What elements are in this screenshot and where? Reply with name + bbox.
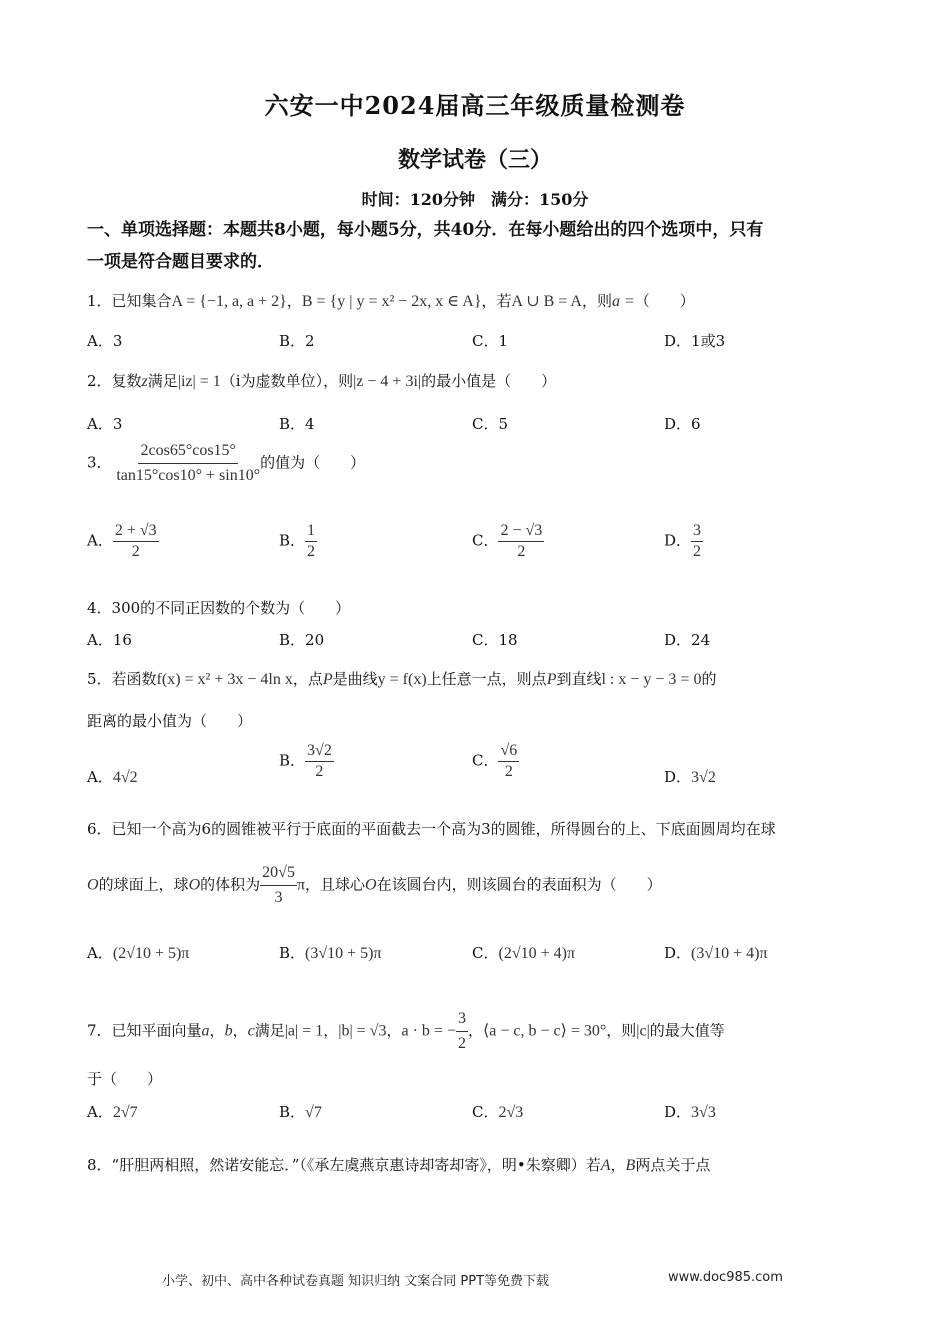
q6-option-d (664, 942, 768, 963)
question-2 (87, 370, 556, 393)
q5-line2: 距离的最小值为（ ） (87, 712, 253, 730)
q1-set-a: A = {−1, a, a + 2} (171, 293, 287, 310)
q3-number: 3． (87, 453, 112, 472)
q3-fraction (116, 440, 260, 487)
q7-text: 7．已知平面向量 (87, 1021, 202, 1040)
q2-condition: |iz| = 1 (177, 373, 221, 390)
q4-option-a: A．16 (87, 631, 132, 649)
q2-option-a: A．3 (87, 415, 123, 433)
q7-text-4: 的最大值等 (649, 1021, 725, 1040)
q5-option-b (279, 742, 334, 781)
q6-text-3: ，且球心 (305, 875, 366, 894)
option-fraction (691, 522, 703, 561)
q2-z: z (141, 373, 148, 390)
option-value: (3√10 + 4)π (691, 945, 768, 962)
q5-text-2: ，点 (292, 670, 323, 688)
q6-option-a (87, 942, 189, 963)
q7-vector-a: a (201, 1022, 210, 1040)
q5-text-3: 是曲线 (332, 670, 378, 688)
q6-option-b (279, 942, 382, 963)
option-denominator: 2 (504, 763, 513, 780)
q8-sep: ， (610, 1156, 626, 1174)
q7-dot-denominator: 2 (457, 1035, 466, 1052)
q3-text: 的值为（ ） (260, 453, 366, 472)
q7-norm-c: |c| (636, 1022, 650, 1040)
q1-set-b: B = {y | y = x² − 2x, x ∈ A} (301, 293, 482, 310)
option-label: A． (87, 944, 113, 962)
option-label: C． (472, 1103, 499, 1121)
q4-option-d: D．24 (664, 631, 711, 649)
option-denominator: 2 (307, 543, 316, 560)
q1-option-a: A．3 (87, 332, 123, 350)
q6-option-c (472, 942, 575, 963)
option-value: √7 (305, 1104, 322, 1121)
option-label: D． (664, 531, 692, 550)
q7-line2: 于（ ） (87, 1070, 163, 1088)
q7-vector-b: b (224, 1022, 233, 1040)
q5-option-c (472, 742, 519, 781)
section-heading-line1: 一、单项选择题：本题共8小题，每小题5分，共40分．在每小题给出的四个选项中，只有 (87, 220, 764, 240)
option-denominator: 2 (517, 543, 526, 560)
q3-option-a (87, 522, 159, 561)
q5-point: P (322, 671, 333, 688)
q6-sphere-o-3: O (365, 876, 377, 894)
q7-option-d (664, 1101, 716, 1122)
q5-text-4: 上任意一点，则点 (426, 670, 547, 688)
option-value: 4√2 (112, 769, 138, 786)
question-8 (87, 1154, 710, 1177)
q6-sphere-o-2: O (188, 876, 201, 894)
option-fraction (305, 522, 317, 561)
q8-point-b: B (625, 1157, 636, 1174)
option-numerator: 1 (305, 522, 317, 542)
option-fraction (498, 742, 519, 781)
footer-url[interactable]: www.doc985.com (668, 1270, 783, 1285)
option-value: 2√7 (112, 1104, 138, 1121)
q1-sep: ， (286, 292, 302, 310)
q5-function: f(x) = x² + 3x − 4ln x (156, 671, 293, 688)
option-label: D． (664, 768, 692, 786)
q5-option-d (664, 766, 716, 787)
q7-sep: ， (209, 1021, 225, 1040)
q5-text: 5．若函数 (87, 670, 157, 688)
q5-curve: y = f(x) (377, 671, 427, 688)
question-1 (87, 290, 695, 313)
option-value: 3√2 (691, 769, 716, 786)
option-label: D． (664, 1103, 692, 1121)
q8-text: 8．“肝胆两相照，然诺安能忘．”（《承左虞燕京惠诗却寄却寄》，明•朱察卿）若 (87, 1156, 601, 1174)
q2-option-d: D．6 (664, 415, 701, 433)
q6-volume-numerator: 20√5 (260, 862, 297, 886)
q8-point-a: A (600, 1157, 611, 1174)
q5-text-5: 到直线 (556, 670, 602, 688)
q7-text-3: ，则 (606, 1021, 637, 1040)
q5-line: l : x − y − 3 = 0 (601, 671, 702, 688)
option-label: B． (279, 751, 306, 770)
q1-option-d: D．1或3 (664, 332, 726, 350)
option-label: A． (87, 768, 113, 786)
q2-expression: |z − 4 + 3i| (353, 373, 422, 390)
q7-sep-4: ， (386, 1021, 402, 1040)
option-denominator: 2 (693, 543, 702, 560)
question-4: 4．300的不同正因数的个数为（ ） (87, 599, 351, 617)
option-label: D． (664, 944, 692, 962)
exam-title: 六安一中2024届高三年级质量检测卷 (264, 91, 686, 120)
q7-sep-5: ， (467, 1021, 483, 1040)
time-score-line: 时间：120分钟 满分：150分 (361, 190, 589, 209)
q1-text-3: ，则 (581, 292, 612, 310)
option-fraction (113, 522, 159, 561)
q1-unknown: a = (611, 293, 635, 310)
option-fraction (498, 522, 544, 561)
q7-dot-numerator: 3 (456, 1008, 468, 1032)
q2-text-4: 的最小值是（ ） (421, 372, 557, 390)
option-value: (3√10 + 5)π (305, 945, 382, 962)
q4-option-c: C．18 (472, 631, 518, 649)
q6-text-4: 在该圆台内，则该圆台的表面积为（ ） (376, 875, 662, 894)
q1-blank: （ ） (634, 292, 695, 310)
q8-text-2: 两点关于点 (635, 1156, 711, 1174)
section-heading-line2: 一项是符合题目要求的． (87, 252, 274, 272)
q3-option-b (279, 522, 317, 561)
q6-pi: π (296, 876, 306, 894)
q1-text-2: ，若 (481, 292, 512, 310)
option-fraction (305, 742, 334, 781)
question-3 (87, 440, 365, 487)
q7-option-c (472, 1101, 523, 1122)
option-label: A． (87, 1103, 113, 1121)
q7-dot-product: a · b = − (401, 1022, 456, 1040)
q2-text-3: （i为虚数单位），则 (220, 372, 354, 390)
q5-text-6: 的 (701, 670, 717, 688)
option-label: B． (279, 1103, 306, 1121)
option-numerator: 2 + √3 (113, 522, 159, 542)
option-numerator: 3√2 (305, 742, 334, 762)
q6-text-2: 的体积为 (200, 875, 261, 894)
option-label: C． (472, 751, 499, 770)
q2-text-2: 满足 (147, 372, 178, 390)
q7-norm-b: |b| = √3 (338, 1022, 387, 1040)
q2-option-b: B．4 (279, 415, 315, 433)
q3-option-d (664, 522, 703, 561)
q7-option-b (279, 1101, 322, 1122)
option-value: 3√3 (691, 1104, 716, 1121)
footer-text: 小学、初中、高中各种试卷真题 知识归纳 文案合同 PPT等免费下载 (162, 1274, 550, 1289)
option-denominator: 2 (131, 543, 140, 560)
q7-sep-3: ， (323, 1021, 339, 1040)
q7-angle: ⟨a − c, b − c⟩ = 30° (482, 1022, 607, 1040)
question-7 (87, 1008, 725, 1055)
option-numerator: 3 (691, 522, 703, 542)
q3-denominator: tan15°cos10° + sin10° (116, 467, 261, 484)
q6-sphere-o: O (87, 876, 99, 894)
q7-option-a (87, 1101, 138, 1122)
q6-volume-denominator: 3 (274, 889, 283, 906)
q5-point-2: P (546, 671, 557, 688)
q7-text-2: 满足 (254, 1021, 285, 1040)
q7-sep-2: ， (232, 1021, 248, 1040)
option-value: (2√10 + 4)π (498, 945, 576, 962)
q1-condition: A ∪ B = A (511, 293, 582, 310)
option-label: C． (472, 531, 499, 550)
option-value: 2√3 (498, 1104, 524, 1121)
q1-option-b: B．2 (279, 332, 315, 350)
q4-option-b: B．20 (279, 631, 325, 649)
exam-subtitle: 数学试卷（三） (397, 147, 552, 173)
q1-option-c: C．1 (472, 332, 509, 350)
q6-volume-fraction (260, 862, 297, 909)
question-6: 6．已知一个高为6的圆锥被平行于底面的平面截去一个高为3的圆锥，所得圆台的上、下底面圆周均在球 (87, 820, 776, 838)
option-label: B． (279, 531, 306, 550)
q2-option-c: C．5 (472, 415, 509, 433)
option-label: C． (472, 944, 499, 962)
q5-option-a (87, 766, 138, 787)
q7-dot-fraction (456, 1008, 468, 1055)
question-5 (87, 668, 716, 691)
q2-text: 2．复数 (87, 372, 142, 390)
option-value: (2√10 + 5)π (112, 945, 190, 962)
option-label: A． (87, 531, 113, 550)
q7-vector-c: c (247, 1022, 255, 1040)
option-numerator: 2 − √3 (498, 522, 544, 542)
q3-numerator: 2cos65°cos15° (138, 440, 237, 464)
q1-text: 1．已知集合 (87, 292, 172, 310)
q3-option-c (472, 522, 544, 561)
option-denominator: 2 (315, 763, 324, 780)
option-label: B． (279, 944, 306, 962)
q7-norm-a: |a| = 1 (284, 1022, 324, 1040)
option-numerator: √6 (498, 742, 519, 762)
q6-text: 的球面上，球 (98, 875, 189, 894)
q6-line2 (87, 862, 662, 909)
